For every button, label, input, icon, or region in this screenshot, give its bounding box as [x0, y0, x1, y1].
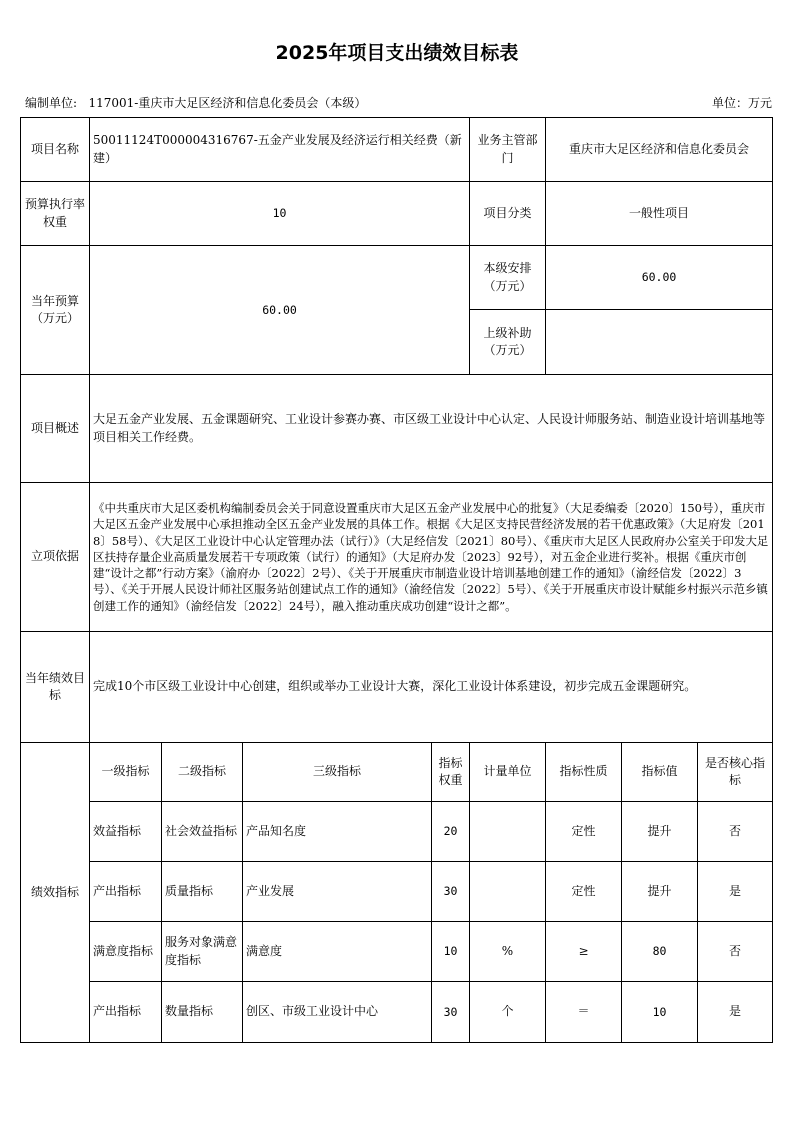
nature-cell: ≥ [546, 922, 622, 982]
exec-rate-value: 10 [90, 182, 470, 246]
budget-label: 当年预算（万元） [21, 246, 90, 375]
goal-text: 完成10个市区级工业设计中心创建，组织或举办工业设计大赛，深化工业设计体系建设，初步完成五金课题研究。 [90, 632, 773, 743]
budget-value: 60.00 [90, 246, 470, 375]
level1-cell: 满意度指标 [90, 922, 162, 982]
level2-cell: 服务对象满意度指标 [162, 922, 243, 982]
local-value: 60.00 [546, 246, 773, 310]
weight-cell: 30 [432, 862, 470, 922]
exec-rate-label: 预算执行率权重 [21, 182, 90, 246]
project-name-label: 项目名称 [21, 118, 90, 182]
core-cell: 是 [698, 862, 773, 922]
level2-cell: 质量指标 [162, 862, 243, 922]
level3-cell: 产品知名度 [243, 802, 432, 862]
unit-label: 单位：万元 [711, 96, 772, 110]
core-cell: 是 [698, 982, 773, 1043]
header-cell: 二级指标 [162, 743, 243, 802]
project-name: 50011124T000004316767-五金产业发展及经济运行相关经费（新建） [90, 118, 470, 182]
level1-cell: 产出指标 [90, 862, 162, 922]
weight-cell: 30 [432, 982, 470, 1043]
header-cell: 指标权重 [432, 743, 470, 802]
org-name: 117001-重庆市大足区经济和信息化委员会（本级） [88, 96, 367, 110]
header-cell: 计量单位 [470, 743, 546, 802]
core-cell: 否 [698, 922, 773, 982]
unit-cell [470, 802, 546, 862]
level2-cell: 社会效益指标 [162, 802, 243, 862]
table-row [21, 862, 773, 922]
upper-label: 上级补助（万元） [470, 310, 546, 375]
nature-cell: 定性 [546, 862, 622, 922]
level2-cell: 数量指标 [162, 982, 243, 1043]
category-value: 一般性项目 [546, 182, 773, 246]
overview-text: 大足五金产业发展、五金课题研究、工业设计参赛办赛、市区级工业设计中心认定、人民设计师服务站、制造业设计培训基地等项目相关工作经费。 [90, 375, 773, 483]
level1-cell: 效益指标 [90, 802, 162, 862]
value-cell: 80 [622, 922, 698, 982]
nature-cell: 定性 [546, 802, 622, 862]
local-label: 本级安排（万元） [470, 246, 546, 310]
org-line [25, 94, 366, 111]
table-row [21, 982, 773, 1043]
unit-cell: % [470, 922, 546, 982]
header-cell: 指标性质 [546, 743, 622, 802]
level3-cell: 创区、市级工业设计中心 [243, 982, 432, 1043]
level3-cell: 满意度 [243, 922, 432, 982]
table-row [21, 922, 773, 982]
level1-cell: 产出指标 [90, 982, 162, 1043]
performance-table [20, 117, 773, 1043]
value-cell: 提升 [622, 862, 698, 922]
goal-label: 当年绩效目标 [21, 632, 90, 743]
unit-cell [470, 862, 546, 922]
value-cell: 10 [622, 982, 698, 1043]
upper-value [546, 310, 773, 375]
basis-label: 立项依据 [21, 483, 90, 632]
level3-cell: 产业发展 [243, 862, 432, 922]
category-label: 项目分类 [470, 182, 546, 246]
overview-label: 项目概述 [21, 375, 90, 483]
perf-label: 绩效指标 [21, 743, 90, 1043]
value-cell: 提升 [622, 802, 698, 862]
header-cell: 指标值 [622, 743, 698, 802]
core-cell: 否 [698, 802, 773, 862]
header-cell: 三级指标 [243, 743, 432, 802]
nature-cell: ＝ [546, 982, 622, 1043]
dept-label: 业务主管部门 [470, 118, 546, 182]
dept-value: 重庆市大足区经济和信息化委员会 [546, 118, 773, 182]
header-cell: 是否核心指标 [698, 743, 773, 802]
basis-text: 《中共重庆市大足区委机构编制委员会关于同意设置重庆市大足区五金产业发展中心的批复》（大足委编委〔2020〕150号），重庆市大足区五金产业发展中心承担推动全区五金产业发展的具体工作。根据《大足区支持民营经济发展的若干优惠政策》（大足府发〔2018〕58号）、《大足区工业设计中心认定管理办法（试行）》（大足经信发〔2021〕80号）、《重庆市大足区人民政府办公室关于印发大足区扶持存量企业高质量发展若干专项政策（试行）的通知》（大足府办发〔2023〕92号），对五金企业进行奖补。根据《重庆市创建“设计之都”行动方案》（渝府办〔2022〕2号）、《关于开展重庆市制造业设计培训基地创建工作的通知》（渝经信发〔2022〕3号）、《关于开展人民设计师社区服务站创建试点工作的通知》（渝经信发〔2022〕5号）、《关于开展重庆市设计赋能乡村振兴示范乡镇创建工作的通知》（渝经信发〔2022〕24号），融入推动重庆成功创建“设计之都”。 [90, 483, 773, 632]
weight-cell: 20 [432, 802, 470, 862]
org-label: 编制单位: [25, 96, 78, 110]
weight-cell: 10 [432, 922, 470, 982]
page-title: 2025年项目支出绩效目标表 [275, 42, 519, 64]
table-row [21, 802, 773, 862]
header-cell: 一级指标 [90, 743, 162, 802]
unit-cell: 个 [470, 982, 546, 1043]
